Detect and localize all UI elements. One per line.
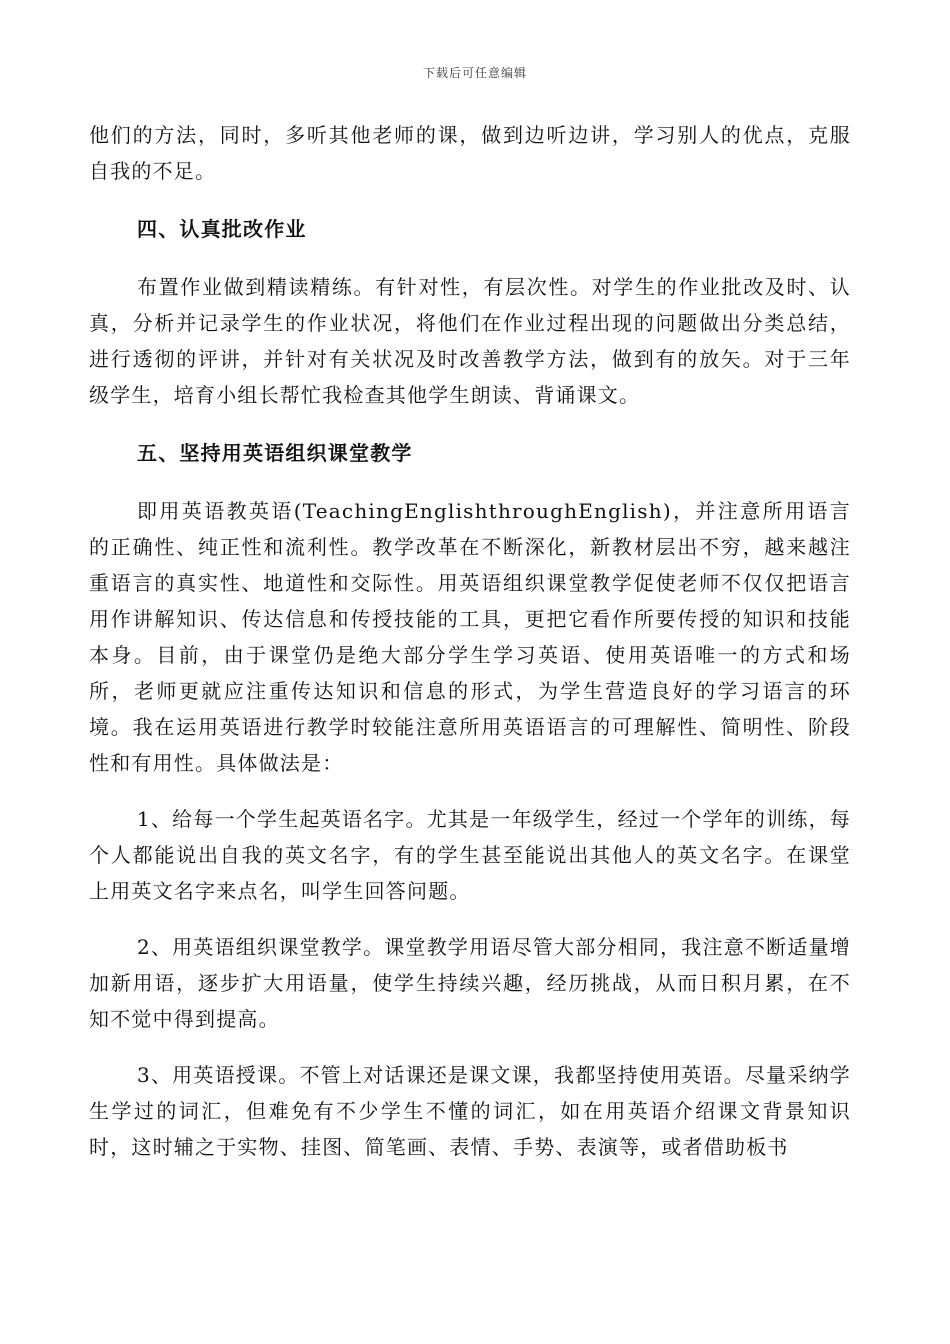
paragraph-item-3: 3、用英语授课。不管上对话课还是课文课，我都坚持使用英语。尽量采纳学生学过的词汇，但难免有不少学生不懂的词汇，如在用英语介绍课文背景知识时，这时辅之于实物、挂图、简笔画、表情、手势、表演等，或者借助板书 bbox=[89, 1063, 851, 1159]
section-heading-4: 四、认真批改作业 bbox=[137, 217, 307, 241]
paragraph-homework: 布置作业做到精读精练。有针对性，有层次性。对学生的作业批改及时、认真，分析并记录学生的作业状况，将他们在作业过程出现的问题做出分类总结，进行透彻的评讲，并针对有关状况及时改善教学方法，做到有的放矢。对于三年级学生，培育小组长帮忙我检查其他学生朗读、背诵课文。 bbox=[89, 275, 851, 407]
section-heading-5: 五、坚持用英语组织课堂教学 bbox=[137, 441, 413, 465]
paragraph-continuation: 他们的方法，同时，多听其他老师的课，做到边听边讲，学习别人的优点，克服自我的不足。 bbox=[89, 123, 851, 183]
page-header-note: 下载后可任意编辑 bbox=[422, 66, 527, 80]
paragraph-item-2: 2、用英语组织课堂教学。课堂教学用语尽管大部分相同，我注意不断适量增加新用语，逐步扩大用语量，使学生持续兴趣，经历挑战，从而日积月累，在不知不觉中得到提高。 bbox=[89, 935, 851, 1031]
document-body bbox=[89, 117, 851, 1165]
paragraph-english-teaching: 即用英语教英语(TeachingEnglishthroughEnglish)，并注意所用语言的正确性、纯正性和流利性。教学改革在不断深化，新教材层出不穷，越来越注重语言的真实性、地道性和交际性。用英语组织课堂教学促使老师不仅仅把语言用作讲解知识、传达信息和传授技能的工具，更把它看作所要传授的知识和技能本身。目前，由于课堂仍是绝大部分学生学习英语、使用英语唯一的方式和场所，老师更就应注重传达知识和信息的形式，为学生营造良好的学习语言的环境。我在运用英语进行教学时较能注意所用英语语言的可理解性、简明性、阶段性和有用性。具体做法是： bbox=[89, 499, 851, 775]
paragraph-item-1: 1、给每一个学生起英语名字。尤其是一年级学生，经过一个学年的训练，每个人都能说出自我的英文名字，有的学生甚至能说出其他人的英文名字。在课堂上用英文名字来点名，叫学生回答问题。 bbox=[89, 807, 851, 903]
